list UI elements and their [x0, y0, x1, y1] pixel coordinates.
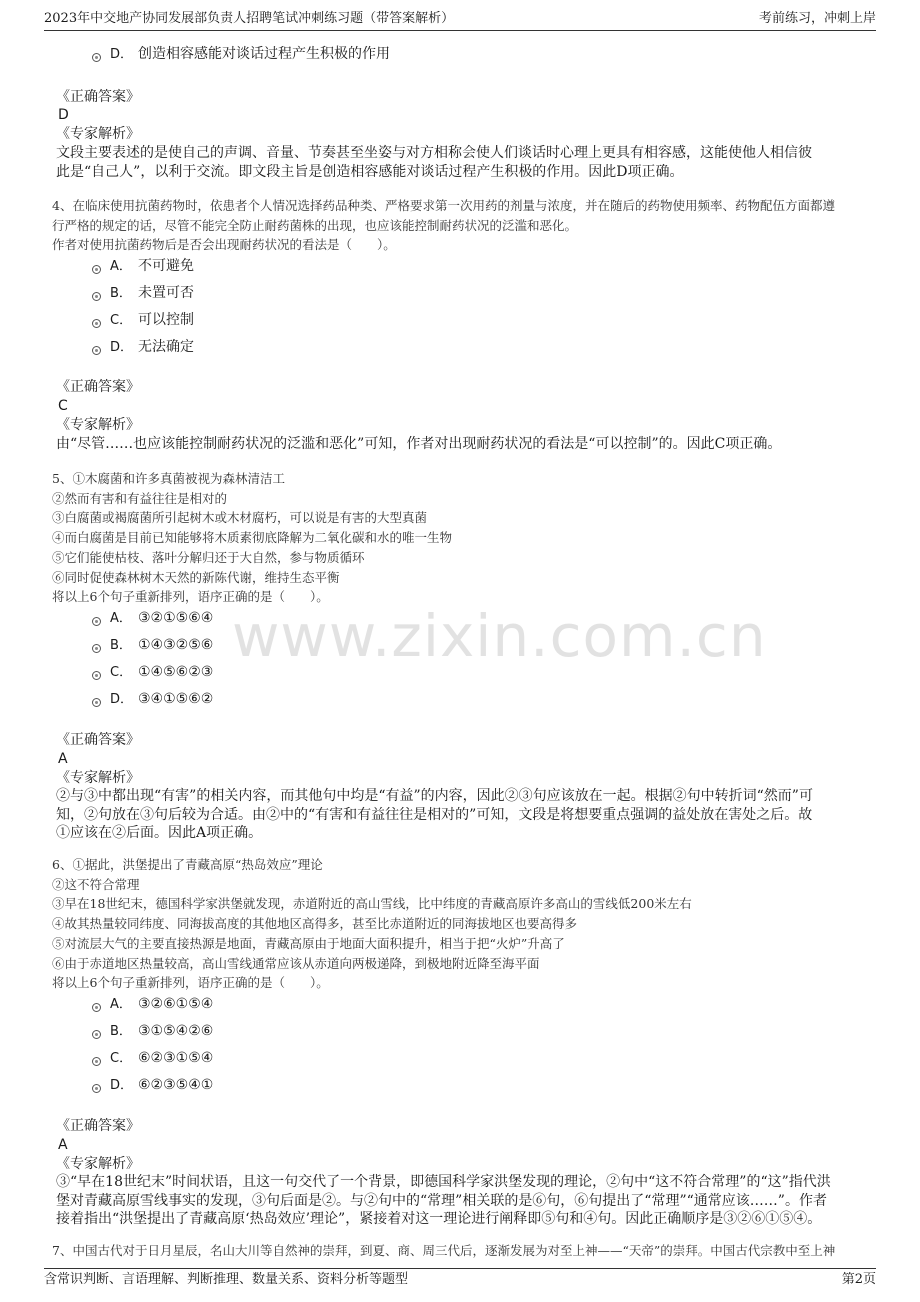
- q6-stem: 6、①据此，洪堡提出了青藏高原“热岛效应”理论 ②这不符合常理 ③早在18世纪末，德国科学家洪堡就发现，赤道附近的高山雪线，比中纬度的青藏高原许多高山的雪线低200米左右 ④故其热量较同纬度、同海拔高度的其他地区高得多，甚至比赤道附近的同海拔地区也要高得多 ⑤对流层大气的主要直接热源是地面，青藏高原由于地面大面积提升，相当于把“火炉”升高了 ⑥由于赤道地区热量较高，高山雪线通常应该从赤道向两极递降，到极地附近降至海平面 将以上6个句子重新排列，语序正确的是（ ）。: [52, 857, 692, 991]
- q7-stem: 7、中国古代对于日月星辰，名山大川等自然神的崇拜，到夏、商、周三代后，逐渐发展为对至上神——“天帝”的崇拜。中国古代宗教中至上神: [52, 1243, 836, 1258]
- radio-button-icon[interactable]: [92, 319, 101, 328]
- radio-button-icon[interactable]: [92, 644, 101, 653]
- q5-analysis-label: 《专家解析》: [56, 770, 140, 786]
- q6-answer-label: 《正确答案》: [56, 1118, 140, 1134]
- radio-button-icon[interactable]: [92, 1003, 101, 1012]
- radio-button-icon[interactable]: [92, 1030, 101, 1039]
- document-title: 2023年中交地产协同发展部负责人招聘笔试冲刺练习题（带答案解析）: [44, 11, 455, 26]
- radio-button-icon[interactable]: [92, 617, 101, 626]
- page-number: 第2页: [841, 1272, 876, 1287]
- q5-option-a[interactable]: A． ③②①⑤⑥④: [92, 608, 213, 628]
- q6-option-d[interactable]: D． ⑥②③⑤④①: [92, 1075, 213, 1095]
- q4-stem: 4、在临床使用抗菌药物时，依患者个人情况选择药品种类、严格要求第一次用药的剂量与浓度，并在随后的药物使用频率、药物配伍方面都遵 行严格的规定的话，尽管不能完全防止耐药菌株的出现，也应该能控制耐药状况的泛滥和恶化。 作者对使用抗菌药物后是否会出现耐药状况的看法是（ ）。: [52, 198, 835, 253]
- q4-answer-label: 《正确答案》: [56, 379, 140, 395]
- q6-answer: A: [58, 1137, 68, 1153]
- q5-option-c[interactable]: C． ①④⑤⑥②③: [92, 662, 213, 682]
- watermark: www.zixin.com.cn: [232, 602, 767, 670]
- q4-analysis: 由“尽管……也应该能控制耐药状况的泛滥和恶化”可知，作者对出现耐药状况的看法是“可以控制”的。因此C项正确。: [56, 436, 782, 452]
- q4-answer: C: [58, 398, 68, 414]
- q3-option-d[interactable]: D． 创造相容感能对谈话过程产生积极的作用: [92, 44, 390, 64]
- q4-analysis-label: 《专家解析》: [56, 417, 140, 433]
- q5-stem: 5、①木腐菌和许多真菌被视为森林清洁工 ②然而有害和有益往往是相对的 ③白腐菌或褐腐菌所引起树木或木材腐朽，可以说是有害的大型真菌 ④而白腐菌是目前已知能够将木质素彻底降解为二氧化碳和水的唯一生物 ⑤它们能使枯枝、落叶分解归还于大自然，参与物质循环 ⑥同时促使森林树木天然的新陈代谢，维持生态平衡 将以上6个句子重新排列，语序正确的是（ ）。: [52, 471, 453, 605]
- q3-analysis: 文段主要表述的是使自己的声调、音量、节奏甚至坐姿与对方相称会使人们谈话时心理上更具有相容感，这能使他人相信彼 此是“自己人”，以利于交流。即文段主旨是创造相容感能对谈话过程产生积极的作用。因此D项正确。: [56, 145, 812, 180]
- footer-topics: 含常识判断、言语理解、判断推理、数量关系、资料分析等题型: [44, 1272, 409, 1287]
- page-footer: [44, 1268, 876, 1291]
- q6-analysis: ③“早在18世纪末”时间状语，且这一句交代了一个背景，即德国科学家洪堡发现的理论，②句中“这不符合常理”的“这”指代洪 堡对青藏高原雪线事实的发现，③句后面是②。与②句中的“常理”相关联的是⑥句，⑥句提出了“常理”“通常应该……”。作者 接着指出“洪堡提出了青藏高原‘热岛效应’理论”，紧接着对这一理论进行阐释即⑤句和④句。因此正确顺序是③②⑥①⑤④。: [56, 1174, 831, 1227]
- q6-option-c[interactable]: C． ⑥②③①⑤④: [92, 1048, 213, 1068]
- radio-button-icon[interactable]: [92, 1057, 101, 1066]
- q5-answer: A: [58, 751, 68, 767]
- radio-button-icon[interactable]: [92, 265, 101, 274]
- header-tagline: 考前练习，冲刺上岸: [758, 11, 876, 26]
- q4-option-c[interactable]: C． 可以控制: [92, 310, 194, 330]
- q6-option-a[interactable]: A． ③②⑥①⑤④: [92, 994, 213, 1014]
- radio-button-icon[interactable]: [92, 1084, 101, 1093]
- q4-option-a[interactable]: A． 不可避免: [92, 256, 194, 276]
- radio-button-icon[interactable]: [92, 671, 101, 680]
- q4-option-d[interactable]: D． 无法确定: [92, 337, 194, 357]
- radio-button-icon[interactable]: [92, 53, 101, 62]
- radio-button-icon[interactable]: [92, 346, 101, 355]
- radio-button-icon[interactable]: [92, 698, 101, 707]
- q6-analysis-label: 《专家解析》: [56, 1156, 140, 1172]
- q5-answer-label: 《正确答案》: [56, 732, 140, 748]
- q3-answer-label: 《正确答案》: [56, 89, 140, 105]
- q6-option-b[interactable]: B． ③①⑤④②⑥: [92, 1021, 213, 1041]
- q3-answer: D: [58, 107, 69, 123]
- radio-button-icon[interactable]: [92, 292, 101, 301]
- q3-analysis-label: 《专家解析》: [56, 126, 140, 142]
- q4-option-b[interactable]: B． 未置可否: [92, 283, 194, 303]
- q5-option-b[interactable]: B． ①④③②⑤⑥: [92, 635, 213, 655]
- q5-analysis: ②与③中都出现“有害”的相关内容，而其他句中均是“有益”的内容，因此②③句应该放在一起。根据②句中转折词“然而”可 知，②句放在③句后较为合适。由②中的“有害和有益往往是相对的”可知，文段是将想要重点强调的益处放在害处之后。故 ①应该在②后面。因此A项正确。: [56, 788, 813, 841]
- q5-option-d[interactable]: D． ③④①⑤⑥②: [92, 689, 213, 709]
